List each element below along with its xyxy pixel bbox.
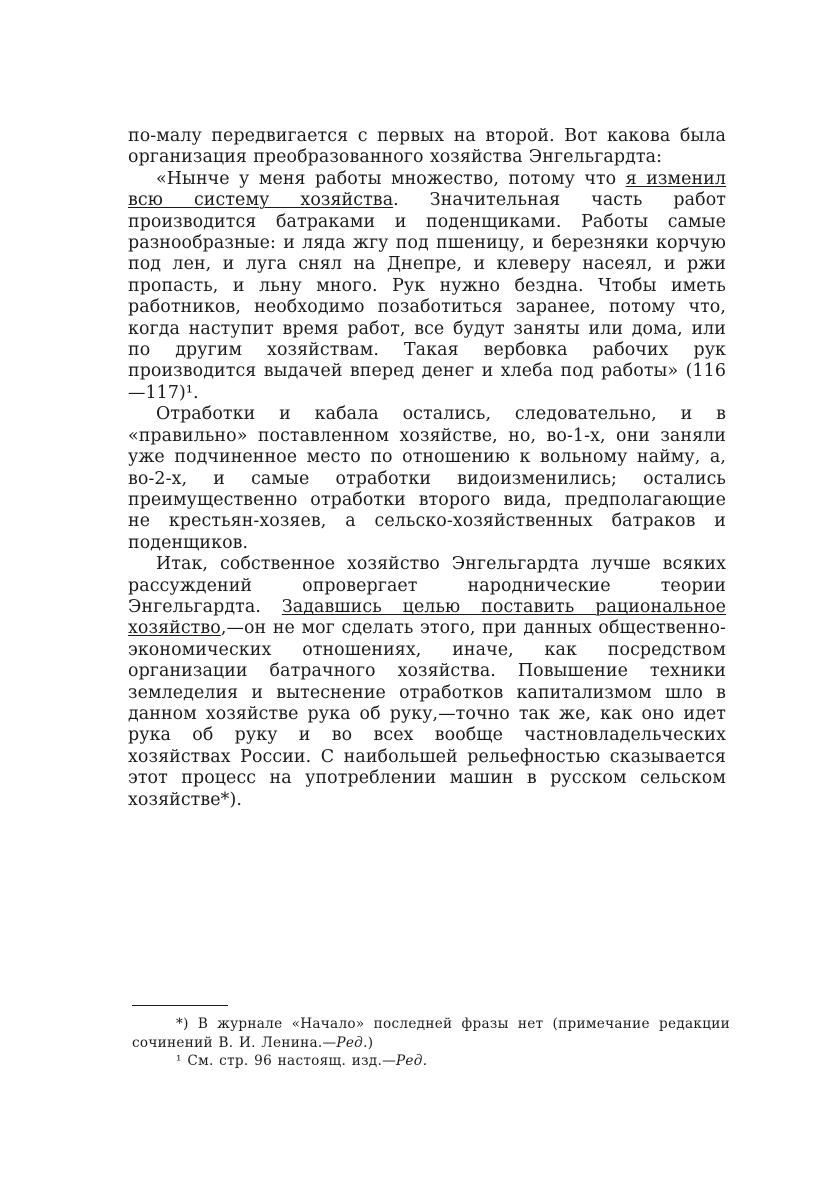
footnotes — [132, 1015, 730, 1071]
quote-rest: . Значительная часть работ производится батраками и поденщиками. Работы самые разнообразные: и ляда жгу под пшеницу, и березняки корчую под лен, и луга снял на Днепре, и клеверу насеял, и ржи пропасть, и льну много. Рук нужно бездна. Чтобы иметь работников, необходимо позаботиться заранее, потому что, когда наступит время работ, все будут заняты или дома, или по другим хозяйствам. Такая вербовка рабочих рук производится выдачей вперед денег и хлеба под работы» (116—117)¹. — [128, 190, 726, 403]
paragraph-3: Отработки и кабала остались, следовательно, и в «правильно» поставленном хозяйстве, но, во-1-х, они заняли уже подчиненное место по отношению к вольному найму, а, во-2-х, и самые отработки видоизменились; остались преимущественно отработки второго вида, предполагающие не крестьян-хозяев, а сельско-хозяйственных батраков и поденщиков. — [128, 404, 726, 553]
footnote-asterisk — [132, 1015, 730, 1052]
footnote-1 — [132, 1052, 730, 1071]
footnote-1-editor: Ред. — [395, 1053, 428, 1069]
footnote-asterisk-close: ) — [367, 1034, 374, 1051]
paragraph-2-quote — [128, 169, 726, 404]
quote-start: «Нынче у меня работы множество, потому что — [156, 168, 626, 189]
main-text — [128, 126, 726, 811]
footnote-asterisk-editor: Ред. — [336, 1034, 368, 1051]
paragraph-4-start: Итак, собственное хозяйство Энгельгардта лучше всяких рассуждений опровергает народнические теории Энгельгардта. — [128, 554, 726, 617]
footnote-asterisk-text: *) В журнале «Начало» последней фразы нет (примечание редакции сочинений В. И. Ленина.— — [132, 1016, 730, 1051]
paragraph-1-line-1: по-малу передвигается с первых на второй. Вот какова была — [128, 126, 726, 146]
footnote-1-text: ¹ См. стр. 96 настоящ. изд.— — [176, 1053, 396, 1069]
paragraph-1-line-2: организация преобразованного хозяйства Энгельгардта: — [128, 147, 663, 168]
quote-underlined-phrase: я изменил всю систему хозяйства — [128, 168, 727, 211]
footnote-divider — [132, 1005, 228, 1006]
paragraph-4-rest: ,—он не мог сделать этого, при данных общественно-экономических отношениях, иначе, как посредством организации батрачного хозяйства. Повышение техники земледелия и вытеснение отработков капитализмом шло в данном хозяйстве рука об руку,—точно так же, как оно идет рука об руку и во всех вообще частновладельческих хозяйствах России. С наибольшей рельефностью сказывается этот процесс на употреблении машин в русском сельском хозяйстве*). — [128, 618, 726, 810]
paragraph-1 — [128, 126, 726, 169]
paragraph-4 — [128, 554, 726, 811]
paragraph-4-underlined-phrase: Задавшись целью поставить рациональное хозяйство — [128, 596, 726, 639]
